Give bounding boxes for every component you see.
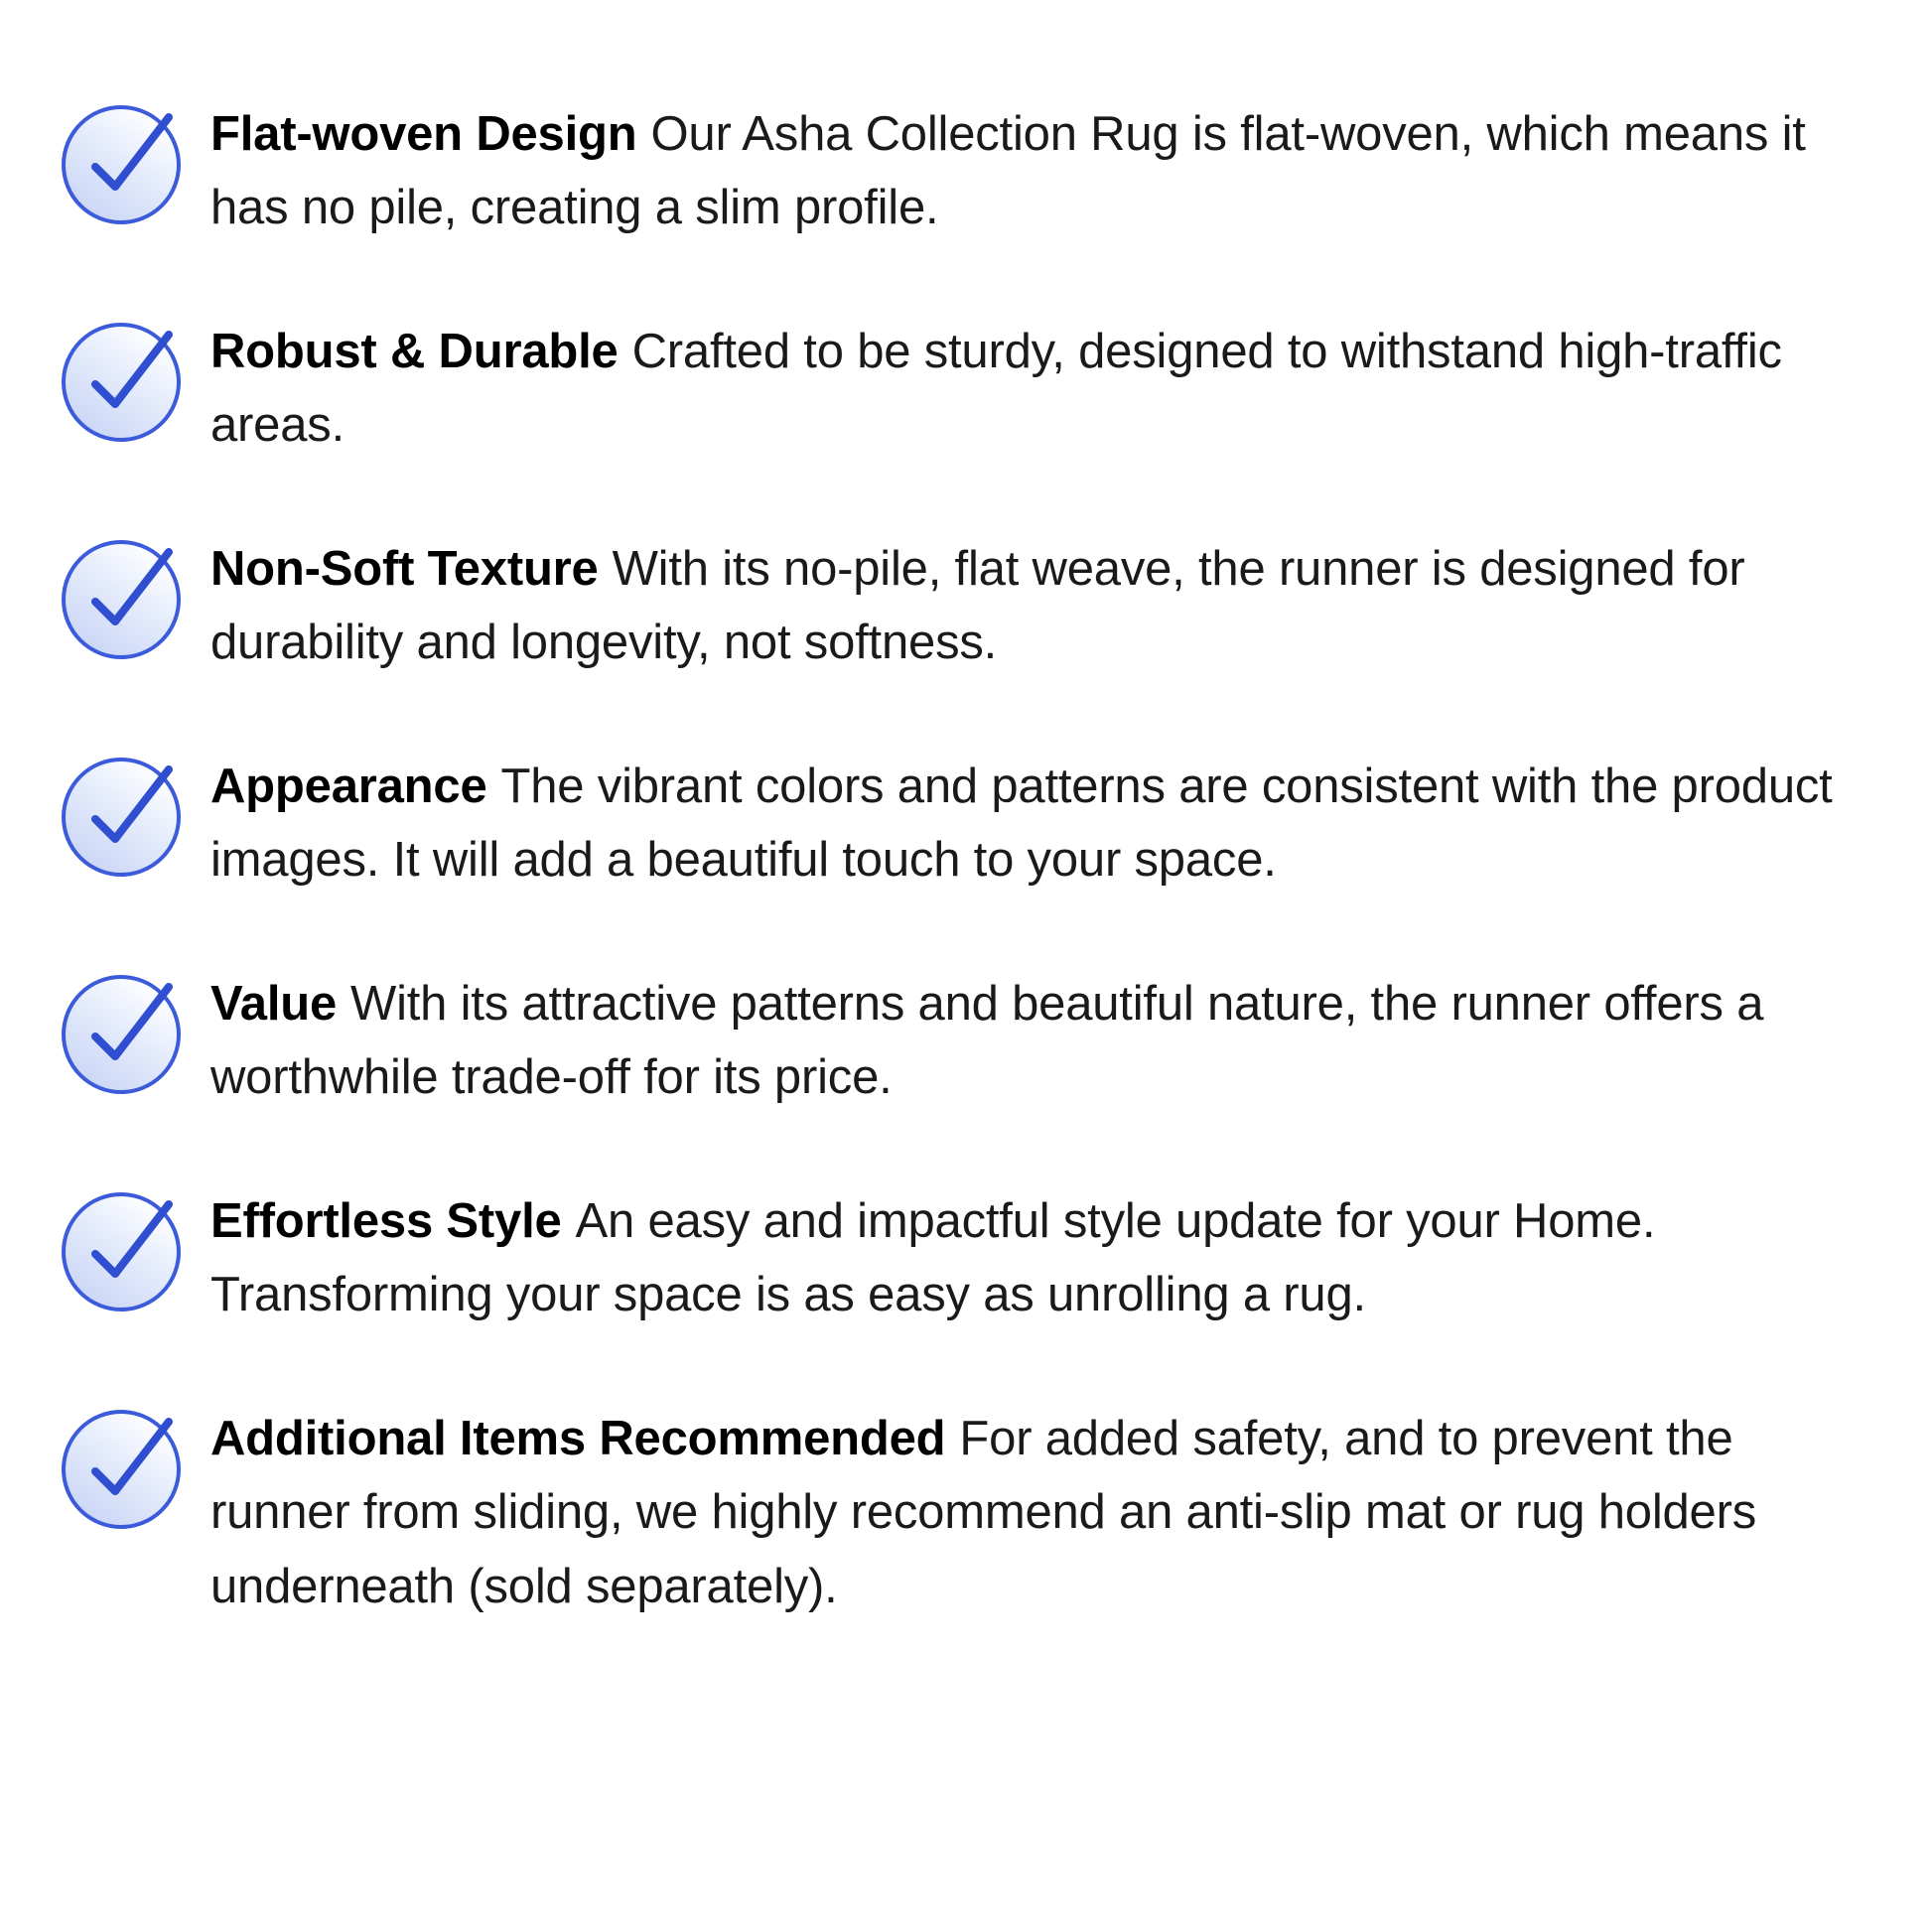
feature-body: An easy and impactful style update for your Home. Transforming your space is as easy as unrolling a rug. xyxy=(210,1193,1656,1322)
feature-title: Flat-woven Design xyxy=(210,107,637,161)
feature-title: Non-Soft Texture xyxy=(210,541,599,596)
list-item xyxy=(52,1396,1872,1623)
feature-body: For added safety, and to prevent the runner from sliding, we highly recommend an anti-slip mat or rug holders underneath (sold separately). xyxy=(210,1411,1757,1613)
list-item xyxy=(52,309,1872,463)
list-item xyxy=(52,961,1872,1115)
feature-text xyxy=(210,961,1859,1115)
feature-text xyxy=(210,309,1859,463)
feature-title: Effortless Style xyxy=(210,1193,562,1248)
feature-text xyxy=(210,91,1859,245)
feature-title: Appearance xyxy=(210,759,487,813)
check-circle-icon xyxy=(52,93,191,232)
check-circle-icon xyxy=(52,963,191,1102)
list-item xyxy=(52,91,1872,245)
feature-text xyxy=(210,744,1859,897)
check-circle-icon xyxy=(52,746,191,885)
feature-body: With its attractive patterns and beautiful nature, the runner offers a worthwhile trade-off for its price. xyxy=(210,976,1764,1105)
feature-body: With its no-pile, flat weave, the runner is designed for durability and longevity, not softness. xyxy=(210,541,1745,670)
check-circle-icon xyxy=(52,311,191,450)
check-circle-icon xyxy=(52,528,191,667)
check-circle-icon xyxy=(52,1180,191,1319)
feature-text xyxy=(210,1178,1859,1332)
feature-body: Crafted to be sturdy, designed to withstand high-traffic areas. xyxy=(210,324,1782,453)
list-item xyxy=(52,526,1872,680)
feature-text xyxy=(210,526,1859,680)
feature-body: Our Asha Collection Rug is flat-woven, which means it has no pile, creating a slim profile. xyxy=(210,107,1806,235)
feature-title: Robust & Durable xyxy=(210,324,619,378)
list-item xyxy=(52,1178,1872,1332)
feature-title: Additional Items Recommended xyxy=(210,1411,946,1465)
feature-title: Value xyxy=(210,976,338,1031)
list-item xyxy=(52,744,1872,897)
feature-body: The vibrant colors and patterns are consistent with the product images. It will add a beautiful touch to your space. xyxy=(210,759,1833,888)
check-circle-icon xyxy=(52,1398,191,1537)
feature-text xyxy=(210,1396,1859,1623)
